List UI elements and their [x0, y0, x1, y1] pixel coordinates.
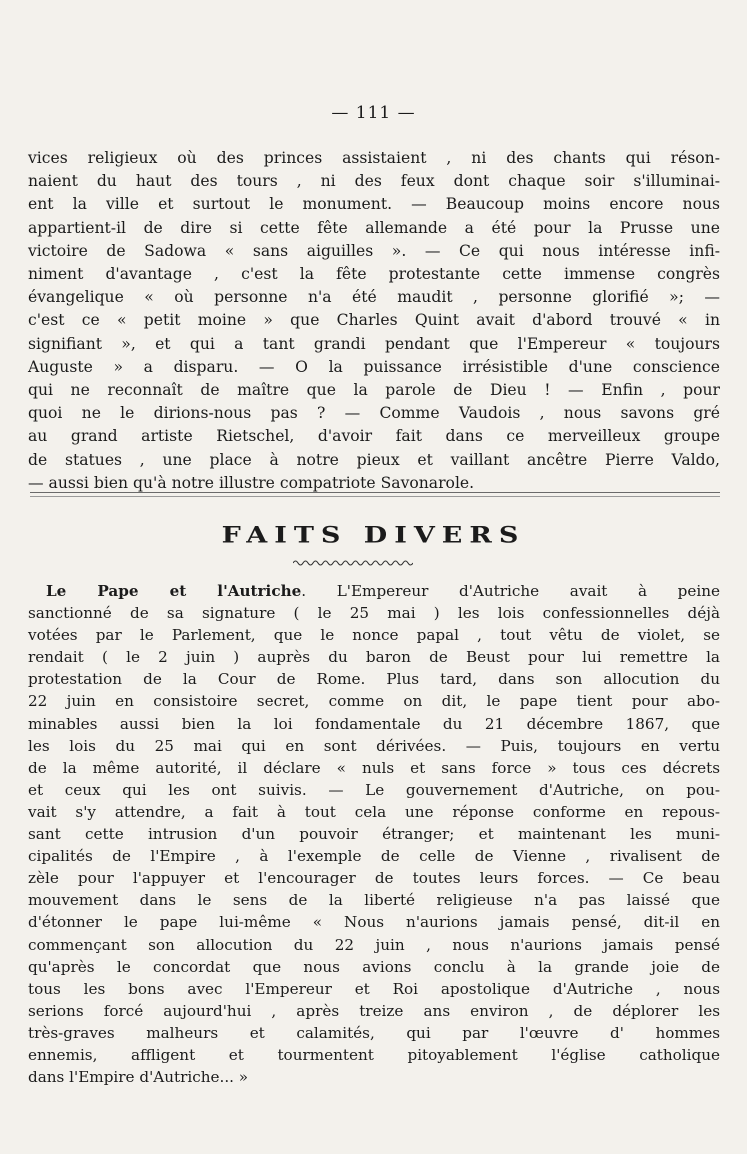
section-divider [30, 492, 720, 493]
text-line: les lois du 25 mai qui en sont dérivées. — Puis, toujours en vertu [28, 736, 720, 755]
text-line: dans l'Empire d'Autriche... » [28, 1068, 249, 1087]
text-line: de statues , une place à notre pieux et vaillant ancêtre Pierre Valdo, [28, 450, 720, 469]
text-line: quoi ne le dirions-nous pas ? — Comme Vaudois , nous savons gré [28, 404, 720, 423]
text-line: ennemis, affligent et tourmentent pitoyablement l'église catholique [28, 1045, 720, 1064]
text-line: sanctionné de sa signature ( le 25 mai ) les lois confessionnelles déjà [28, 604, 720, 623]
section-divider [30, 496, 720, 497]
article-first-line [28, 580, 720, 602]
text-line: vait s'y attendre, a fait à tout cela une réponse conforme en repous- [28, 802, 720, 821]
text-line: évangelique « où personne n'a été maudit , personne glorifié »; — [28, 288, 720, 307]
text-line: c'est ce « petit moine » que Charles Quint avait d'abord trouvé « in [28, 311, 720, 330]
text-line: qu'après le concordat que nous avions conclu à la grande joie de [28, 957, 720, 976]
text-line: 22 juin en consistoire secret, comme on dit, le pape tient pour abo- [28, 692, 720, 711]
article-paragraph [28, 580, 720, 1088]
text-line: au grand artiste Rietschel, d'avoir fait dans ce merveilleux groupe [28, 427, 720, 446]
text-line: de la même autorité, il déclare « nuls et sans force » tous ces décrets [28, 758, 720, 777]
text-line: sant cette intrusion d'un pouvoir étranger; et maintenant les muni- [28, 825, 720, 844]
ornament-squiggle [293, 559, 413, 567]
text-line: commençant son allocution du 22 juin , nous n'aurions jamais pensé [28, 935, 720, 954]
text-line: — aussi bien qu'à notre illustre compatriote Savonarole. [28, 473, 475, 492]
page-number: — 111 — [331, 103, 416, 123]
text-line: et ceux qui les ont suivis. — Le gouvernement d'Autriche, on pou- [28, 780, 720, 799]
text-line: zèle pour l'appuyer et l'encourager de toutes leurs forces. — Ce beau [28, 869, 720, 888]
text-line: minables aussi bien la loi fondamentale du 21 décembre 1867, que [28, 714, 720, 733]
text-line: signifiant », et qui a tant grandi pendant que l'Empereur « toujours [28, 334, 720, 353]
text-line: appartient-il de dire si cette fête allemande a été pour la Prusse une [28, 218, 720, 237]
text-line: votées par le Parlement, que le nonce papal , tout vêtu de violet, se [28, 626, 720, 645]
article-first-line-text: . L'Empereur d'Autriche avait à peine [301, 582, 720, 600]
text-line: ent la ville et surtout le monument. — Beaucoup moins encore nous [28, 195, 720, 214]
text-line: d'étonner le pape lui-même « Nous n'aurions jamais pensé, dit-il en [28, 913, 720, 932]
text-line: rendait ( le 2 juin ) auprès du baron de Beust pour lui remettre la [28, 648, 720, 667]
text-line: très-graves malheurs et calamités, qui par l'œuvre d' hommes [28, 1023, 720, 1042]
text-line: qui ne reconnaît de maître que la parole de Dieu ! — Enfin , pour [28, 381, 720, 400]
section-title: FAITS DIVERS [221, 522, 526, 549]
text-line: Auguste » a disparu. — O la puissance irrésistible d'une conscience [28, 357, 720, 376]
text-line: tous les bons avec l'Empereur et Roi apostolique d'Autriche , nous [28, 979, 720, 998]
text-line: naient du haut des tours , ni des feux dont chaque soir s'illuminai- [28, 172, 720, 191]
text-line: vices religieux où des princes assistaient , ni des chants qui réson- [28, 149, 720, 167]
text-line: protestation de la Cour de Rome. Plus tard, dans son allocution du [28, 670, 720, 689]
text-line: mouvement dans le sens de la liberté religieuse n'a pas laissé que [28, 891, 720, 910]
text-line: serions forcé aujourd'hui , après treize ans environ , de déplorer les [28, 1001, 720, 1020]
article-lead: Le Pape et l'Autriche [46, 582, 302, 600]
continuation-paragraph [28, 147, 720, 495]
text-line: niment d'avantage , c'est la fête protestante cette immense congrès [28, 265, 720, 284]
text-line: cipalités de l'Empire , à l'exemple de celle de Vienne , rivalisent de [28, 847, 720, 866]
text-line: victoire de Sadowa « sans aiguilles ». — Ce qui nous intéresse infi- [28, 241, 720, 260]
